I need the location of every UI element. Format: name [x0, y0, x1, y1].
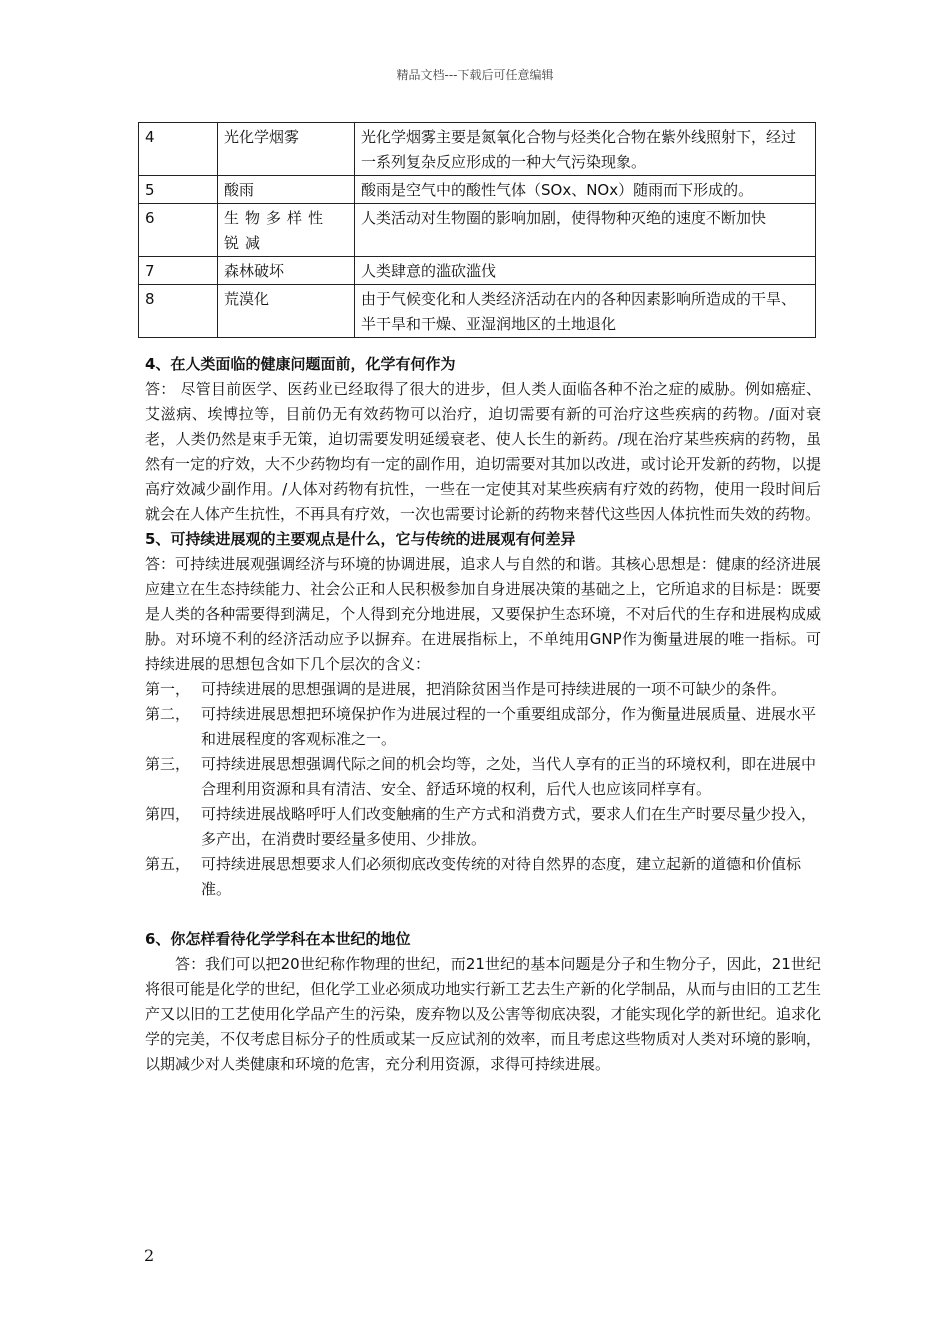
question-4-title: 4、在人类面临的健康问题面前，化学有何作为: [145, 355, 456, 373]
row-number: 6: [139, 204, 218, 257]
page-number: 2: [144, 1246, 155, 1265]
list-item-text: 可持续进展思想要求人们必须彻底改变传统的对待自然界的态度，建立起新的道德和价值标准。: [201, 855, 802, 898]
row-number: 8: [139, 285, 218, 338]
list-item-text: 可持续进展思想把环境保护作为进展过程的一个重要组成部分，作为衡量进展质量、进展水平和进展程度的客观标准之一。: [201, 705, 817, 748]
row-description: 光化学烟雾主要是氮氧化合物与烃类化合物在紫外线照射下，经过一系列复杂反应形成的一种大气污染现象。: [355, 123, 816, 176]
row-name: 酸雨: [218, 176, 355, 204]
row-name: 光化学烟雾: [218, 123, 355, 176]
row-description: 人类活动对生物圈的影响加剧，使得物种灭绝的速度不断加快: [355, 204, 816, 257]
question-6-answer: 答：我们可以把20世纪称作物理的世纪，而21世纪的基本问题是分子和生物分子，因此，21世纪将很可能是化学的世纪，但化学工业必须成功地实行新工艺去生产新的化学制品，从而与由旧的工艺生产又以旧的工艺使用化学品产生的污染，废弃物以及公害等彻底决裂，才能实现化学的新世纪。追求化学的完美，不仅考虑目标分子的性质或某一反应试剂的效率，而且考虑这些物质对人类对环境的影响，以期减少对人类健康和环境的危害，充分利用资源，求得可持续进展。: [145, 955, 821, 1073]
environment-issues-table: [138, 122, 816, 338]
table-row: [139, 176, 816, 204]
list-item-text: 可持续进展战略呼吁人们改变触痛的生产方式和消费方式，要求人们在生产时要尽量少投入，多产出，在消费时要经量多使用、少排放。: [201, 805, 817, 848]
row-number: 4: [139, 123, 218, 176]
list-item: [145, 752, 821, 802]
question-6-title: 6、你怎样看待化学学科在本世纪的地位: [145, 930, 411, 948]
list-item-text: 可持续进展思想强调代际之间的机会均等，之处，当代人享有的正当的环境权利，即在进展中合理利用资源和具有清洁、安全、舒适环境的权利，后代人也应该同样享有。: [201, 755, 817, 798]
list-item: [145, 802, 821, 852]
question-4-answer: 答： 尽管目前医学、医药业已经取得了很大的进步，但人类人面临各种不治之症的威胁。例如癌症、艾滋病、埃博拉等，目前仍无有效药物可以治疗，迫切需要有新的可治疗这些疾病的药物。/面对衰老，人类仍然是束手无策，迫切需要发明延缓衰老、使人长生的新药。/现在治疗某些疾病的药物，虽然有一定的疗效，大不少药物均有一定的副作用，迫切需要对其加以改进，或讨论开发新的药物，以提高疗效减少副作用。/人体对药物有抗性，一些在一定使其对某些疾病有疗效的药物，使用一段时间后就会在人体产生抗性，不再具有疗效，一次也需要讨论新的药物来替代这些因人体抗性而失效的药物。: [145, 380, 821, 523]
row-description: 酸雨是空气中的酸性气体（SOx、NOx）随雨而下形成的。: [355, 176, 816, 204]
list-item: [145, 702, 821, 752]
question-5-answer: 答：可持续进展观强调经济与环境的协调进展，追求人与自然的和谐。其核心思想是：健康的经济进展应建立在生态持续能力、社会公正和人民积极参加自身进展决策的基础之上，它所追求的目标是：既要是人类的各种需要得到满足，个人得到充分地进展，又要保护生态环境，不对后代的生存和进展构成威胁。对环境不利的经济活动应予以摒弃。在进展指标上，不单纯用GNP作为衡量进展的唯一指标。可持续进展的思想包含如下几个层次的含义：: [145, 555, 821, 673]
table-row: [139, 285, 816, 338]
list-item-label: 第一，: [145, 680, 191, 698]
row-number: 5: [139, 176, 218, 204]
table-row: [139, 204, 816, 257]
page-header-note: 精品文档---下载后可任意编辑: [396, 68, 554, 82]
list-item-label: 第五，: [145, 855, 191, 873]
row-description: 由于气候变化和人类经济活动在内的各种因素影响所造成的干旱、半干旱和干燥、亚湿润地区的土地退化: [355, 285, 816, 338]
list-item-label: 第四，: [145, 805, 191, 823]
list-item: [145, 677, 821, 702]
list-item: [145, 852, 821, 902]
list-item-label: 第二，: [145, 705, 191, 723]
row-name: 生物多样性锐减: [218, 204, 355, 257]
row-description: 人类肆意的滥砍滥伐: [355, 257, 816, 285]
document-body: [145, 352, 821, 1077]
row-name: 荒漠化: [218, 285, 355, 338]
list-item-text: 可持续进展的思想强调的是进展，把消除贫困当作是可持续进展的一项不可缺少的条件。: [201, 680, 787, 698]
row-number: 7: [139, 257, 218, 285]
row-name: 森林破坏: [218, 257, 355, 285]
section-spacer: [145, 902, 821, 927]
table-row: [139, 123, 816, 176]
question-5-title: 5、可持续进展观的主要观点是什么，它与传统的进展观有何差异: [145, 530, 576, 548]
table-row: [139, 257, 816, 285]
list-item-label: 第三，: [145, 755, 191, 773]
